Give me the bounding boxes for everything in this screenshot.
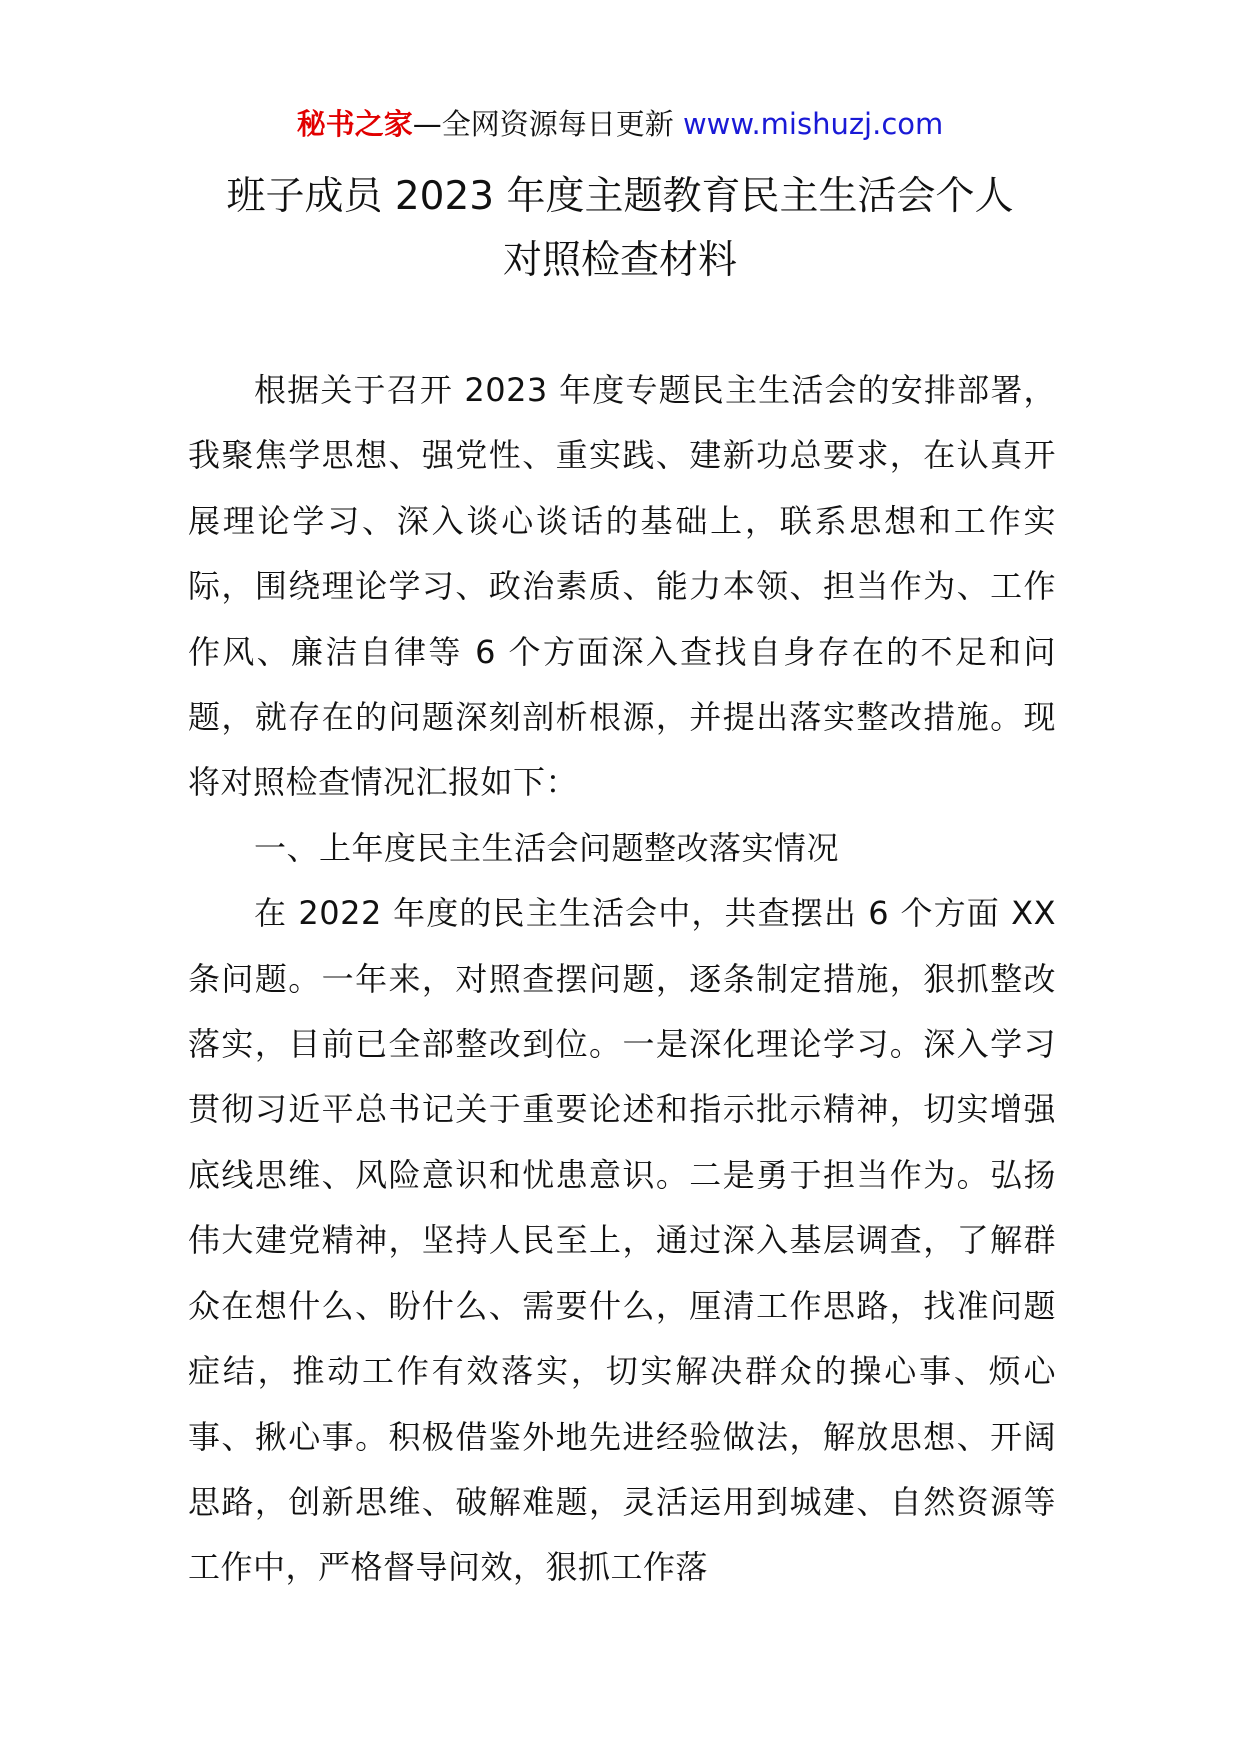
slogan: —全网资源每日更新 (412, 107, 674, 141)
brand-name: 秘书之家 (296, 107, 413, 141)
title-line-1: 班子成员 2023 年度主题教育民主生活会个人 (226, 174, 1014, 219)
section-paragraph: 在 2022 年度的民主生活会中，共查摆出 6 个方面 XX 条问题。一年来，对照查摆问题，逐条制定措施，狠抓整改落实，目前已全部整改到位。一是深化理论学习。深入学习贯彻习近平总书记关于重要论述和指示批示精神，切实增强底线思维、风险意识和忧患意识。二是勇于担当作为。弘扬伟大建党精神，坚持人民至上，通过深入基层调查，了解群众在想什么、盼什么、需要什么，厘清工作思路，找准问题症结，推动工作有效落实，切实解决群众的操心事、烦心事、揪心事。积极借鉴外地先进经验做法，解放思想、开阔思路，创新思维、破解难题，灵活运用到城建、自然资源等工作中，严格督导问效，狠抓工作落 (188, 894, 1056, 1587)
document-title (0, 165, 1240, 293)
section-heading: 一、上年度民主生活会问题整改落实情况 (254, 828, 840, 867)
intro-paragraph: 根据关于召开 2023 年度专题民主生活会的安排部署，我聚焦学思想、强党性、重实践、建新功总要求，在认真开展理论学习、深入谈心谈话的基础上，联系思想和工作实际，围绕理论学习、政治素质、能力本领、担当作为、工作作风、廉洁自律等 6 个方面深入查找自身存在的不足和问题，就存在的问题深刻剖析根源，并提出落实整改措施。现将对照检查情况汇报如下： (188, 371, 1056, 802)
title-line-2: 对照检查材料 (502, 238, 737, 283)
site-url[interactable]: www.mishuzj.com (682, 107, 944, 141)
document-body (188, 358, 1056, 1601)
site-header (0, 104, 1240, 144)
